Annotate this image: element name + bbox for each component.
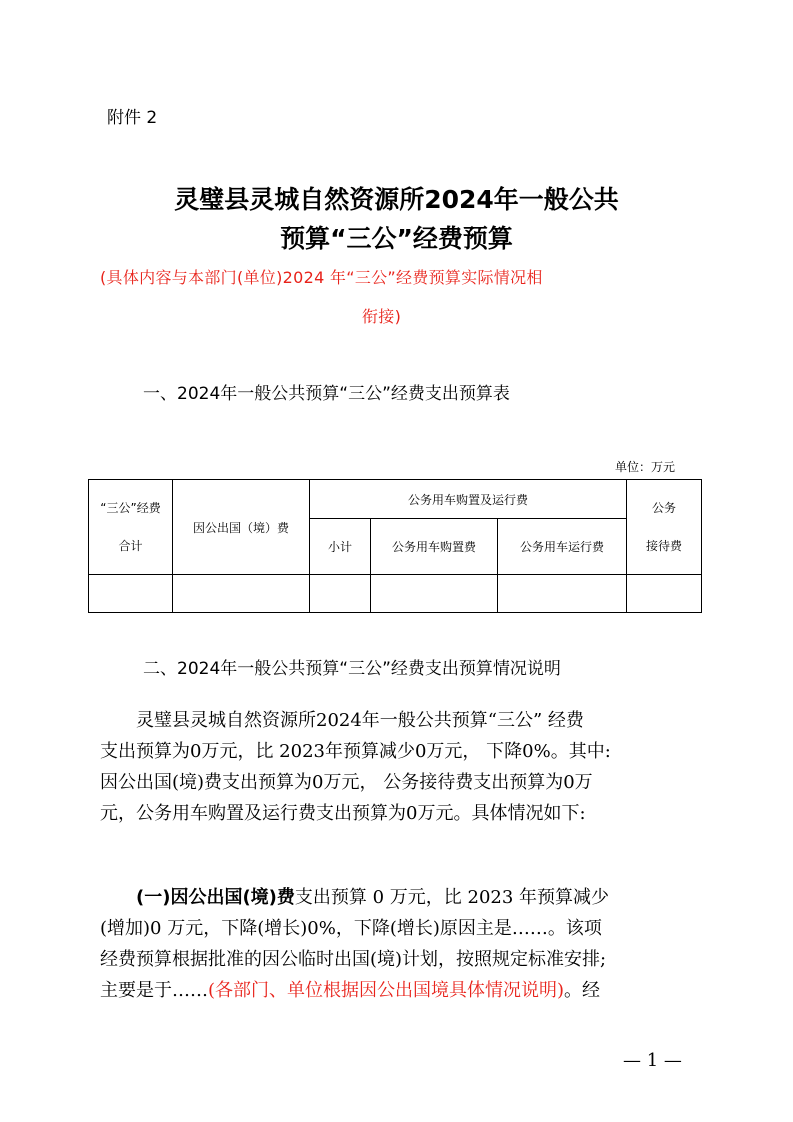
paragraph-1-line2: 支出预算为0万元，比 2023年预算减少0万元， 下降0%。其中: — [100, 741, 611, 762]
document-title-line1: 灵璧县灵城自然资源所2024年一般公共 — [174, 185, 619, 214]
attachment-label: 附件 2 — [107, 108, 158, 128]
header-reception-line1: 公务 — [652, 501, 677, 515]
paragraph-2-line4 — [100, 975, 609, 1006]
cell-vehicle-operation — [498, 575, 627, 613]
page-number: — 1 — — [623, 1050, 682, 1071]
cell-abroad — [173, 575, 310, 613]
paragraph-1-line3: 因公出国(境)费支出预算为0万元， 公务接待费支出预算为0万 — [100, 772, 593, 793]
header-total-line1: “三公”经费 — [100, 501, 161, 515]
header-vehicle-group: 公务用车购置及运行费 — [310, 480, 627, 519]
paragraph-2-line4-lead: 主要是于…… — [100, 980, 208, 1001]
header-abroad: 因公出国（境）费 — [173, 480, 310, 575]
cell-vehicle-purchase — [371, 575, 498, 613]
unit-label: 单位：万元 — [615, 460, 676, 474]
section1-heading: 一、2024年一般公共预算“三公”经费支出预算表 — [143, 384, 510, 404]
cell-subtotal — [310, 575, 371, 613]
header-vehicle-purchase: 公务用车购置费 — [371, 519, 498, 575]
budget-table — [88, 479, 702, 613]
paragraph-2-bold-lead: (一)因公出国(境)费 — [136, 887, 295, 908]
paragraph-1-line4: 元，公务用车购置及运行费支出预算为0万元。具体情况如下: — [100, 803, 586, 824]
paragraph-2 — [100, 882, 609, 1006]
header-total-line2: 合计 — [118, 539, 143, 553]
paragraph-2-line3: 经费预算根据批准的因公临时出国(境)计划，按照规定标准安排; — [100, 949, 607, 970]
paragraph-2-red-note: (各部门、单位根据因公出国境具体情况说明) — [208, 980, 565, 1001]
header-total — [89, 480, 173, 575]
paragraph-2-line1 — [100, 882, 609, 913]
note-line1: (具体内容与本部门(单位)2024 年“三公”经费预算实际情况相 — [100, 268, 543, 287]
document-title-line2: 预算“三公”经费预算 — [280, 224, 513, 253]
section2-heading: 二、2024年一般公共预算“三公”经费支出预算情况说明 — [143, 659, 561, 679]
paragraph-1-line1: 灵璧县灵城自然资源所2024年一般公共预算“三公” 经费 — [136, 710, 584, 731]
paragraph-2-line2: (增加)0 万元，下降(增长)0%，下降(增长)原因主是……。该项 — [100, 918, 602, 939]
header-reception — [627, 480, 702, 575]
header-reception-line2: 接待费 — [646, 539, 683, 553]
paragraph-2-line4-tail: 。经 — [564, 980, 601, 1001]
note-line2: 衔接) — [362, 307, 402, 326]
table-row — [89, 575, 702, 613]
cell-reception — [627, 575, 702, 613]
paragraph-2-line1-rest: 支出预算 0 万元，比 2023 年预算减少 — [294, 887, 610, 908]
cell-total — [89, 575, 173, 613]
header-subtotal: 小计 — [310, 519, 371, 575]
paragraph-1 — [100, 705, 611, 829]
header-vehicle-operation: 公务用车运行费 — [498, 519, 627, 575]
